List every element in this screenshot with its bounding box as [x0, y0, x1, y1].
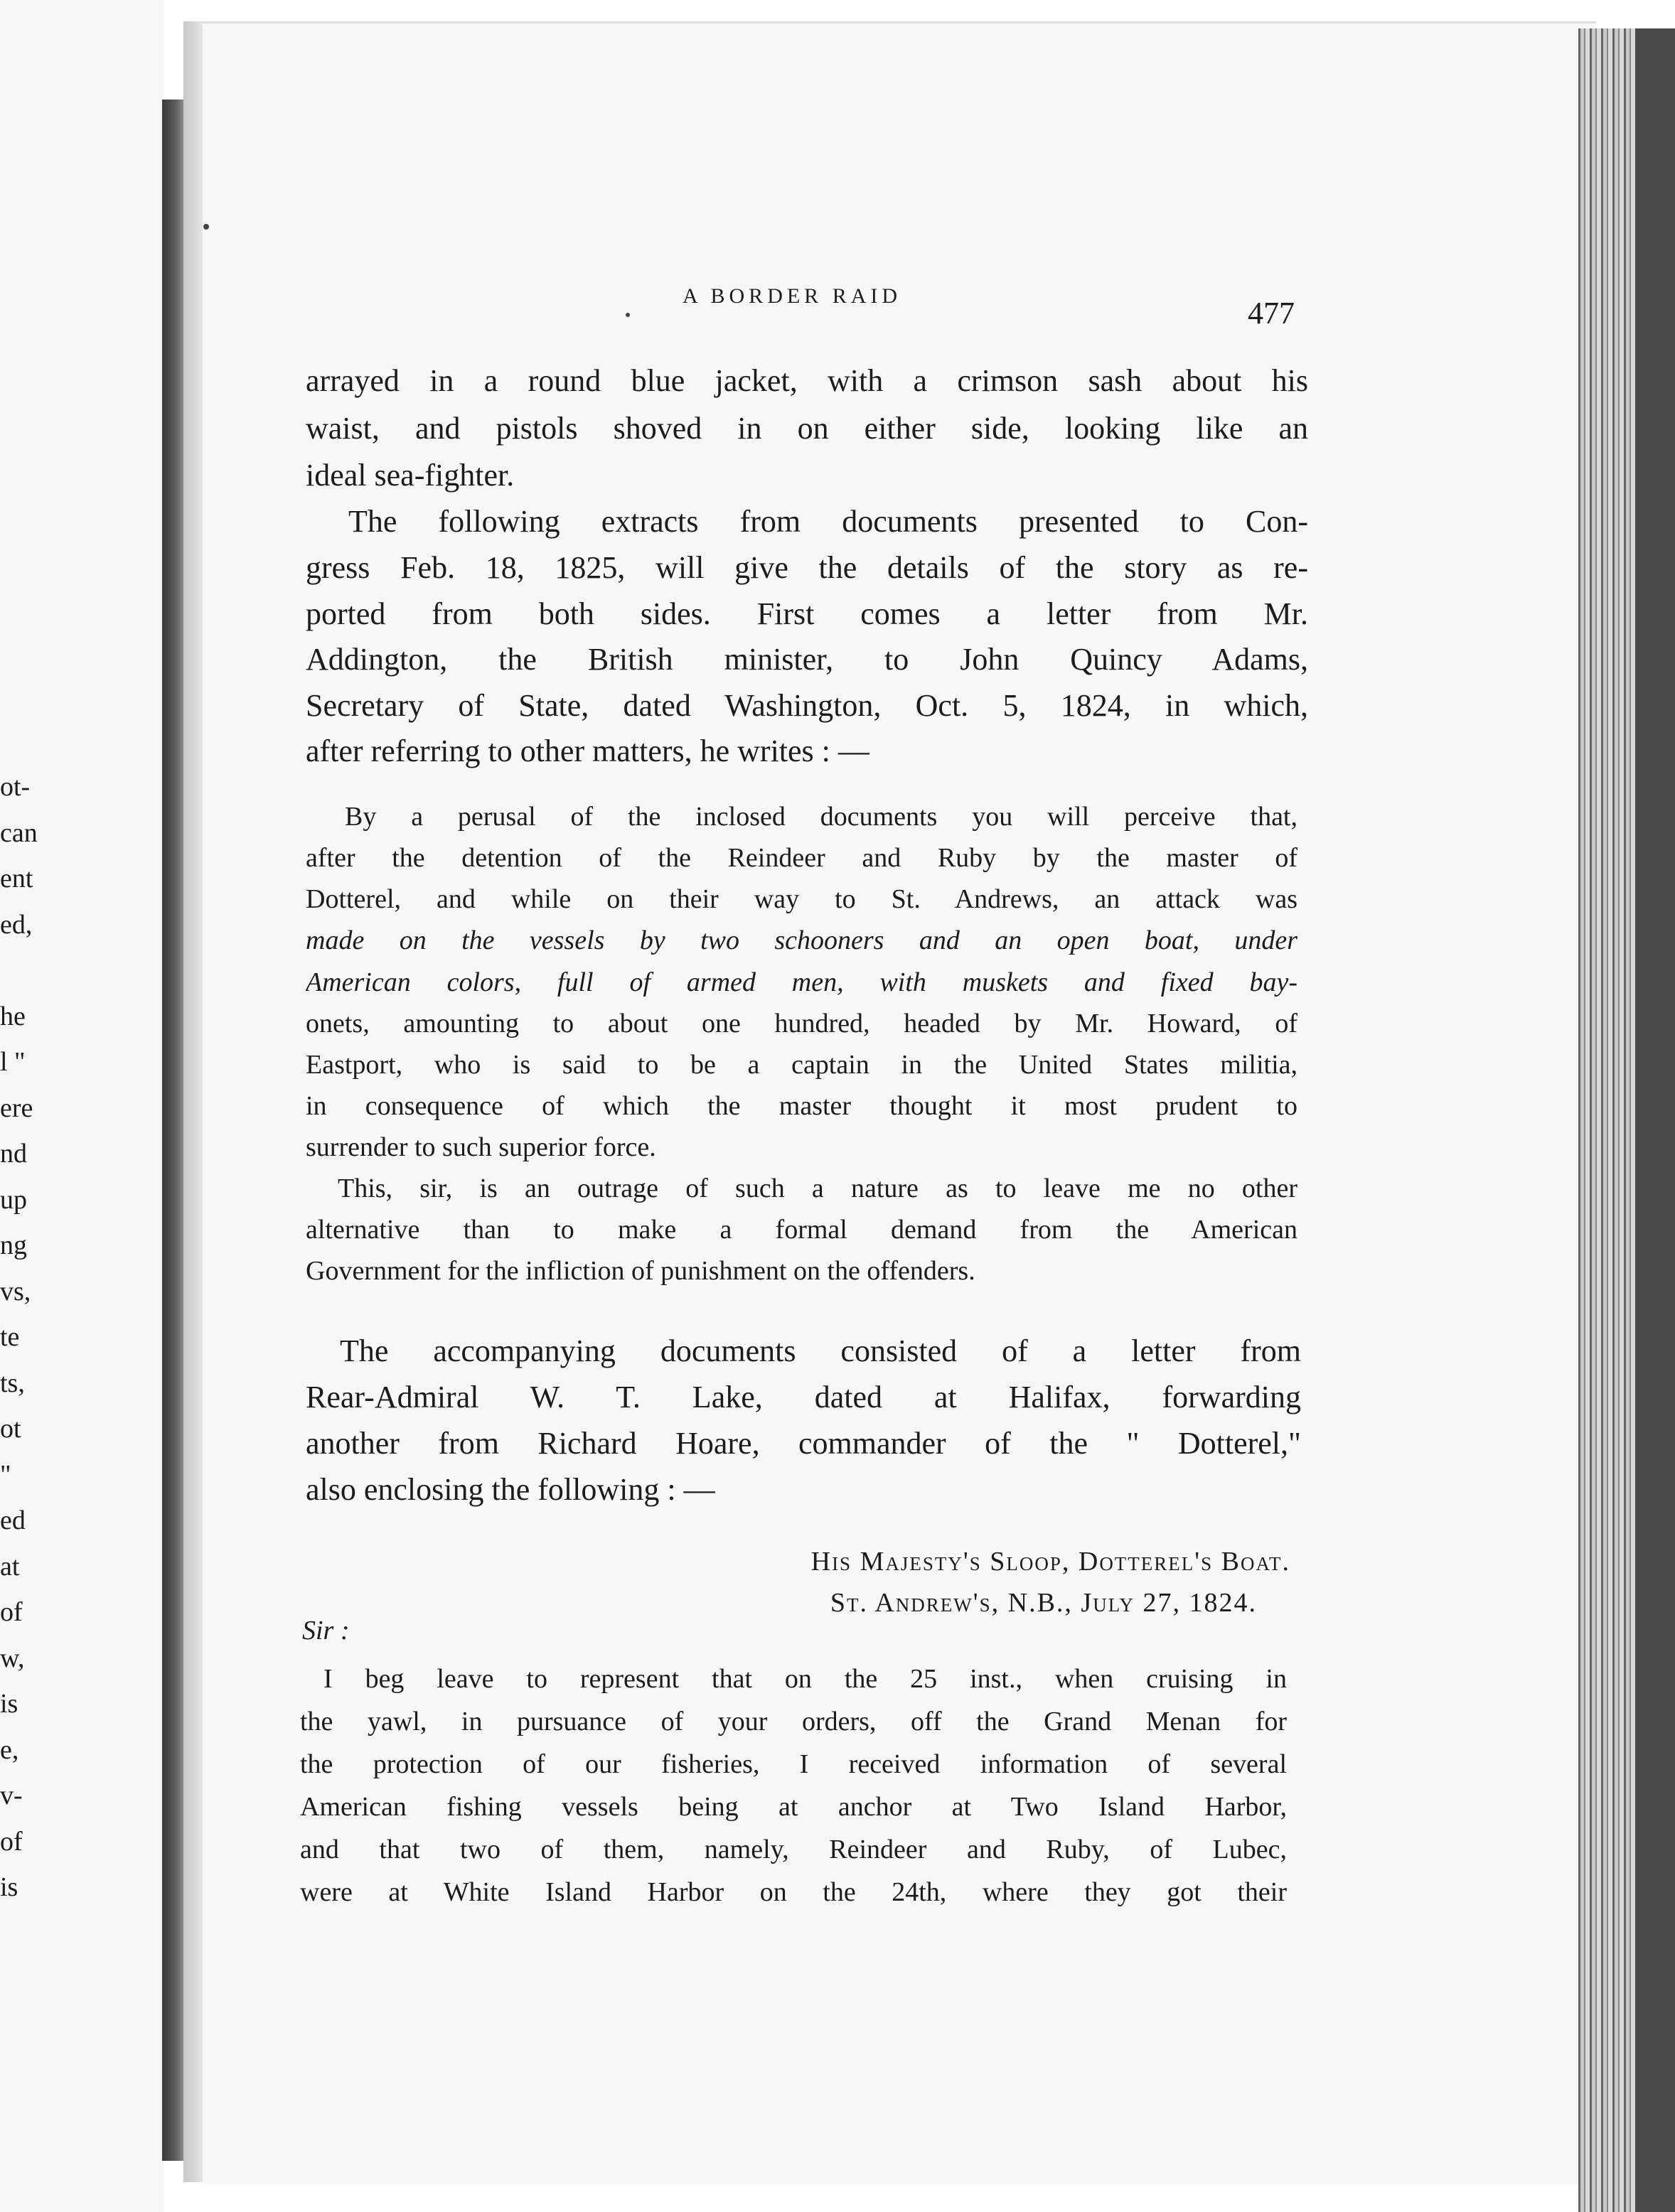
- letter-line: and that two of them, namely, Reindeer and Ruby, of Lubec,: [300, 1835, 1287, 1864]
- text-line: gress Feb. 18, 1825, will give the details of the story as re-: [306, 550, 1308, 585]
- ink-speck: [203, 224, 209, 230]
- left-fragment: ng: [0, 1230, 27, 1260]
- page-number: 477: [1248, 296, 1295, 331]
- left-fragment: te: [0, 1322, 20, 1352]
- text-line: after referring to other matters, he writes : —: [306, 734, 869, 768]
- left-fragment: w,: [0, 1643, 25, 1673]
- text-line: arrayed in a round blue jacket, with a crimson sash about his: [306, 363, 1308, 398]
- text-line: The following extracts from documents presented to Con-: [348, 504, 1308, 539]
- letter-line: were at White Island Harbor on the 24th, where they got their: [300, 1877, 1287, 1907]
- ink-speck: [626, 313, 630, 317]
- quote-line: By a perusal of the inclosed documents you will perceive that,: [345, 802, 1297, 832]
- quote-line: surrender to such superior force.: [306, 1132, 656, 1162]
- text-line: also enclosing the following : —: [306, 1472, 715, 1507]
- text-line: ported from both sides. First comes a letter from Mr.: [306, 596, 1308, 631]
- left-fragment: ts,: [0, 1368, 25, 1398]
- quote-line: American colors, full of armed men, with muskets and fixed bay-: [306, 967, 1297, 997]
- letter-line: the yawl, in pursuance of your orders, off the Grand Menan for: [300, 1707, 1287, 1736]
- quote-line: made on the vessels by two schooners and an open boat, under: [306, 925, 1297, 955]
- left-fragment: ot-: [0, 772, 31, 802]
- text-line: another from Richard Hoare, commander of the " Dotterel,": [306, 1426, 1301, 1461]
- left-fragment: ed: [0, 1505, 26, 1535]
- text-line: Rear-Admiral W. T. Lake, dated at Halifax, forwarding: [306, 1380, 1301, 1414]
- letter-line: American fishing vessels being at anchor at Two Island Harbor,: [300, 1792, 1287, 1822]
- left-fragment: up: [0, 1184, 27, 1215]
- text-line: Secretary of State, dated Washington, Oct. 5, 1824, in which,: [306, 688, 1308, 723]
- left-fragment: he: [0, 1001, 26, 1031]
- book-spine: [162, 100, 183, 2161]
- quote-line: onets, amounting to about one hundred, headed by Mr. Howard, of: [306, 1009, 1297, 1038]
- left-fragment: of: [0, 1826, 23, 1857]
- text-line: The accompanying documents consisted of a letter from: [340, 1333, 1301, 1368]
- left-fragment: is: [0, 1689, 18, 1719]
- left-fragment: is: [0, 1872, 18, 1902]
- running-head: A BORDER RAID: [683, 284, 902, 308]
- quote-line: alternative than to make a formal demand from the American: [306, 1215, 1297, 1245]
- text-line: waist, and pistols shoved in on either side, looking like an: [306, 411, 1308, 446]
- left-fragment: ": [0, 1459, 11, 1490]
- left-fragment: ere: [0, 1092, 33, 1123]
- left-fragment: can: [0, 817, 38, 848]
- text-line: ideal sea-fighter.: [306, 458, 515, 493]
- quote-line: after the detention of the Reindeer and Ruby by the master of: [306, 843, 1297, 873]
- quote-line: Dotterel, and while on their way to St. Andrews, an attack was: [306, 884, 1297, 914]
- letter-dateline-text: St. Andrew's, N.B., July 27, 1824.: [830, 1588, 1257, 1618]
- letter-line: I beg leave to represent that on the 25 inst., when cruising in: [323, 1664, 1287, 1694]
- left-fragment: nd: [0, 1139, 27, 1169]
- page-edges-shade: [1635, 28, 1675, 2212]
- left-fragment: at: [0, 1551, 20, 1582]
- quote-line: Eastport, who is said to be a captain in the United States militia,: [306, 1050, 1297, 1080]
- letter-line: the protection of our fisheries, I received information of several: [300, 1749, 1287, 1779]
- left-fragment: ent: [0, 864, 33, 893]
- quote-line: This, sir, is an outrage of such a nature as to leave me no other: [338, 1174, 1297, 1203]
- letter-dateline: [640, 1587, 1257, 1618]
- quote-line: Government for the infliction of punishment on the offenders.: [306, 1256, 975, 1286]
- left-fragment: v-: [0, 1781, 23, 1810]
- left-fragment: [0, 947, 64, 994]
- left-fragment: vs,: [0, 1276, 31, 1306]
- left-fragment: of: [0, 1597, 23, 1627]
- left-page-text-fragments: [0, 764, 64, 1911]
- left-fragment: ed,: [0, 909, 33, 940]
- left-fragment: l ": [0, 1047, 26, 1077]
- quote-line: in consequence of which the master thought it most prudent to: [306, 1091, 1297, 1121]
- left-fragment: e,: [0, 1734, 19, 1765]
- text-line: Addington, the British minister, to John Quincy Adams,: [306, 642, 1308, 677]
- left-fragment: ot: [0, 1414, 21, 1444]
- letter-salutation: Sir :: [302, 1616, 350, 1645]
- letter-heading-line: His Majesty's Sloop, Dotterel's Boat.: [810, 1547, 1290, 1577]
